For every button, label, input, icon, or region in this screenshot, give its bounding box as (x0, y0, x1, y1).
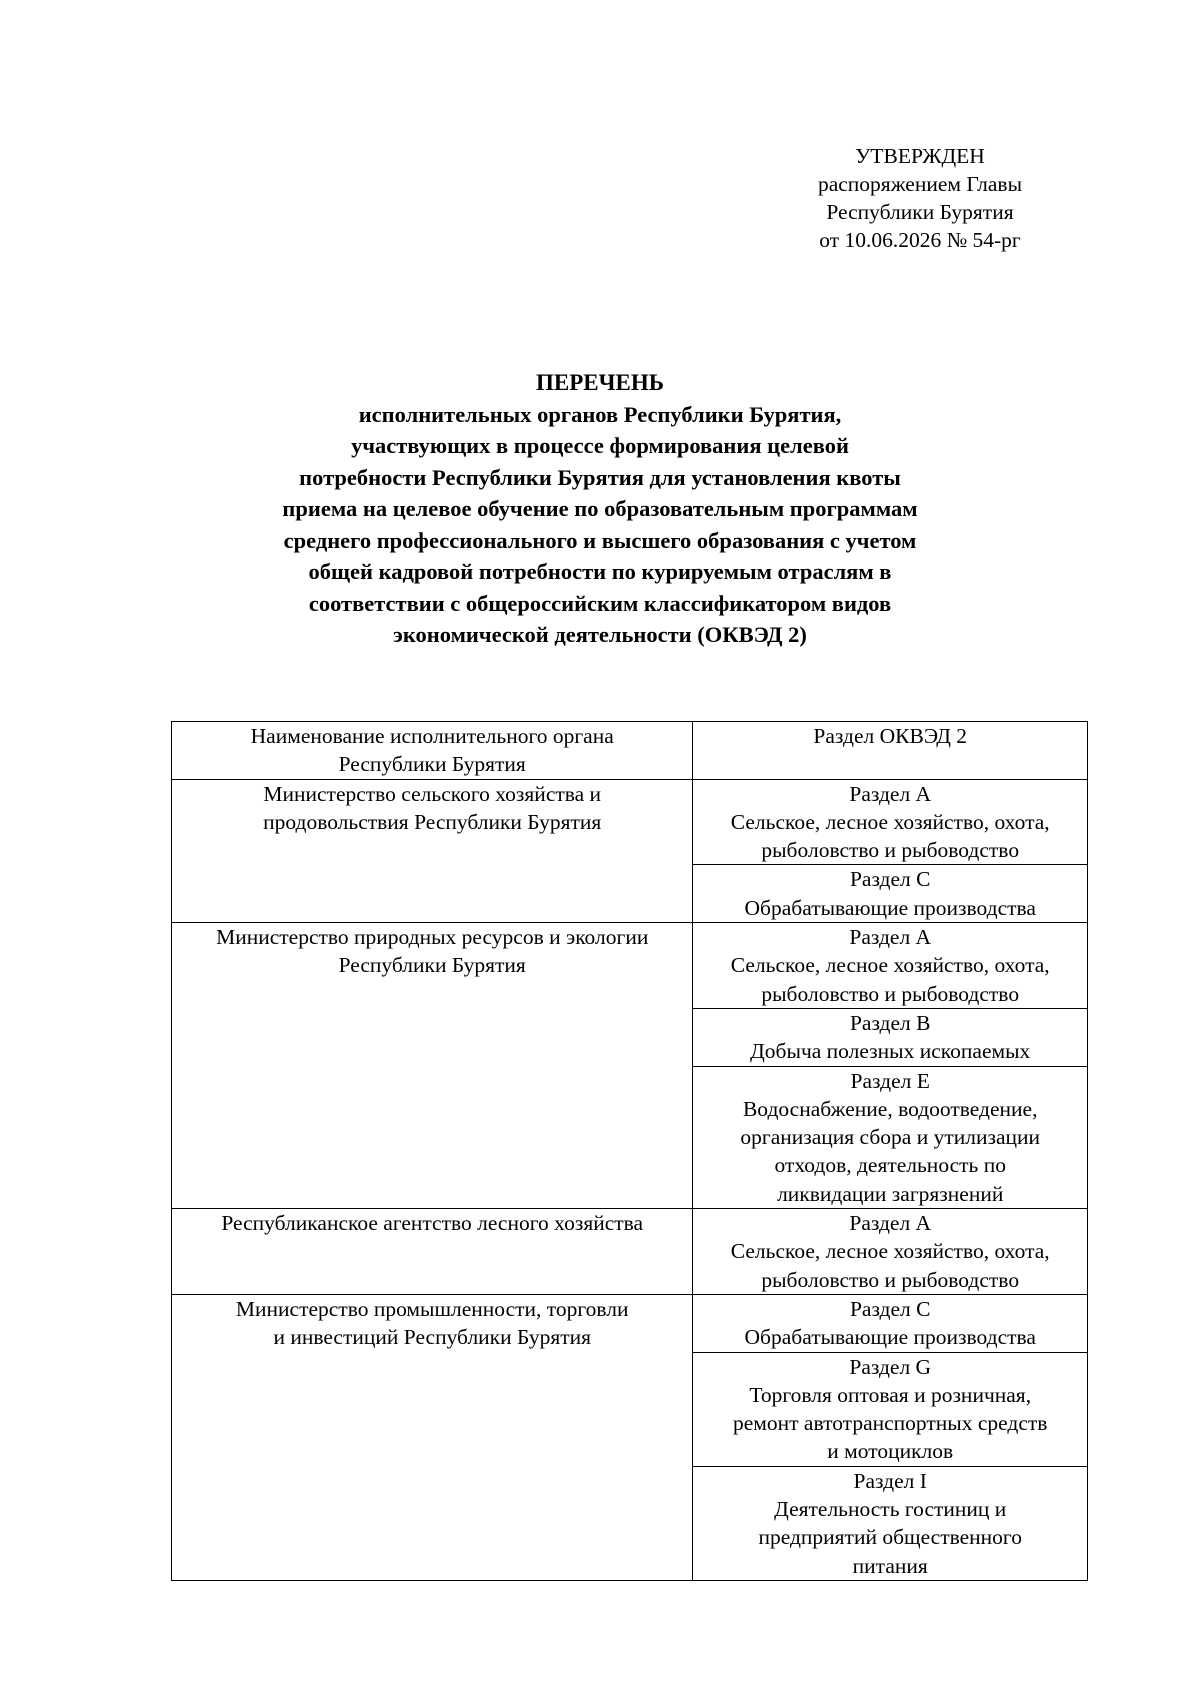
okved-section-text: Раздел I (853, 1468, 927, 1493)
table-row (172, 1209, 1088, 1295)
agency-name: Министерство сельского хозяйства и (263, 781, 602, 806)
okved-section-cell (693, 1294, 1088, 1352)
agency-cell (172, 1294, 693, 1580)
okved-section-text: Раздел A (849, 1211, 932, 1236)
title-line: общей кадровой потребности по курируемым отраслям в (308, 559, 892, 584)
title-line: экономической деятельности (ОКВЭД 2) (393, 622, 807, 647)
approval-stamp (790, 142, 1050, 254)
title-heading: ПЕРЕЧЕНЬ (536, 370, 664, 395)
okved-section-text: Раздел E (850, 1068, 930, 1093)
okved-section-text: Сельское, лесное хозяйство, охота, (730, 953, 1050, 978)
okved-section-text: Добыча полезных ископаемых (750, 1039, 1031, 1064)
okved-section-cell (693, 1066, 1088, 1208)
okved-section-text: ликвидации загрязнений (777, 1181, 1004, 1206)
okved-section-text: Обрабатывающие производства (744, 1325, 1036, 1350)
okved-table-body (172, 722, 1088, 1581)
title-line: приема на целевое обучение по образовательным программам (282, 496, 918, 521)
okved-section-text: Обрабатывающие производства (744, 895, 1036, 920)
document-title (150, 367, 1050, 651)
okved-section-text: питания (852, 1553, 928, 1578)
okved-section-cell (693, 1352, 1088, 1466)
header-agency-cell (172, 722, 693, 780)
title-line: среднего профессионального и высшего образования с учетом (283, 527, 917, 553)
approval-line: УТВЕРЖДЕН (855, 144, 985, 168)
okved-section-text: ремонт автотранспортных средств (733, 1411, 1048, 1436)
approval-line: от 10.06.2026 № 54-рг (819, 228, 1021, 252)
header-okved-cell (693, 722, 1088, 780)
title-line: потребности Республики Бурятия для установления квоты (299, 464, 901, 490)
agency-cell (172, 1209, 693, 1295)
agency-cell (172, 923, 693, 1209)
okved-section-text: Сельское, лесное хозяйство, охота, (730, 1239, 1050, 1264)
title-line: исполнительных органов Республики Бурятия, (358, 401, 842, 427)
table-row (172, 779, 1088, 865)
okved-section-cell (693, 779, 1088, 865)
okved-table (171, 721, 1088, 1581)
agency-name: Республиканское агентство лесного хозяйства (221, 1211, 644, 1236)
table-row (172, 1294, 1088, 1352)
approval-line: Республики Бурятия (826, 200, 1014, 224)
okved-section-cell (693, 1209, 1088, 1295)
header-text: Республики Бурятия (338, 752, 526, 777)
okved-section-text: отходов, деятельность по (774, 1153, 1006, 1178)
okved-section-text: Раздел A (849, 781, 932, 806)
header-text: Раздел ОКВЭД 2 (813, 724, 967, 748)
okved-section-text: предприятий общественного (758, 1525, 1022, 1550)
okved-section-text: Водоснабжение, водоотведение, (742, 1096, 1038, 1121)
okved-section-text: Торговля оптовая и розничная, (749, 1382, 1032, 1407)
okved-section-text: Раздел A (849, 925, 932, 950)
okved-section-text: Раздел G (849, 1354, 932, 1379)
agency-cell (172, 779, 693, 922)
approval-line: распоряжением Главы (817, 172, 1023, 196)
okved-section-cell (693, 1008, 1088, 1066)
agency-name: Министерство природных ресурсов и экологии (216, 925, 649, 950)
okved-section-text: рыболовство и рыбоводство (761, 981, 1020, 1006)
okved-section-text: рыболовство и рыбоводство (761, 1267, 1020, 1292)
header-text: Наименование исполнительного органа (250, 724, 614, 748)
okved-section-text: Сельское, лесное хозяйство, охота, (730, 809, 1050, 834)
okved-section-text: Раздел B (849, 1010, 931, 1035)
agency-name: Республики Бурятия (338, 953, 526, 978)
okved-section-text: Раздел C (849, 867, 931, 892)
okved-section-text: рыболовство и рыбоводство (761, 838, 1020, 863)
table-row (172, 923, 1088, 1009)
table-header-row (172, 722, 1088, 780)
okved-section-cell (693, 1466, 1088, 1580)
agency-name: продовольствия Республики Бурятия (263, 809, 602, 834)
agency-name: и инвестиций Республики Бурятия (273, 1325, 591, 1350)
okved-section-text: и мотоциклов (827, 1439, 954, 1464)
title-line: участвующих в процессе формирования целевой (351, 433, 849, 458)
okved-section-cell (693, 865, 1088, 923)
agency-name: Министерство промышленности, торговли (235, 1296, 629, 1321)
okved-section-cell (693, 923, 1088, 1009)
title-line: соответствии с общероссийским классификатором видов (308, 590, 892, 616)
okved-section-text: организация сбора и утилизации (740, 1125, 1041, 1150)
okved-section-text: Раздел C (849, 1296, 931, 1321)
okved-section-text: Деятельность гостиниц и (774, 1497, 1007, 1522)
